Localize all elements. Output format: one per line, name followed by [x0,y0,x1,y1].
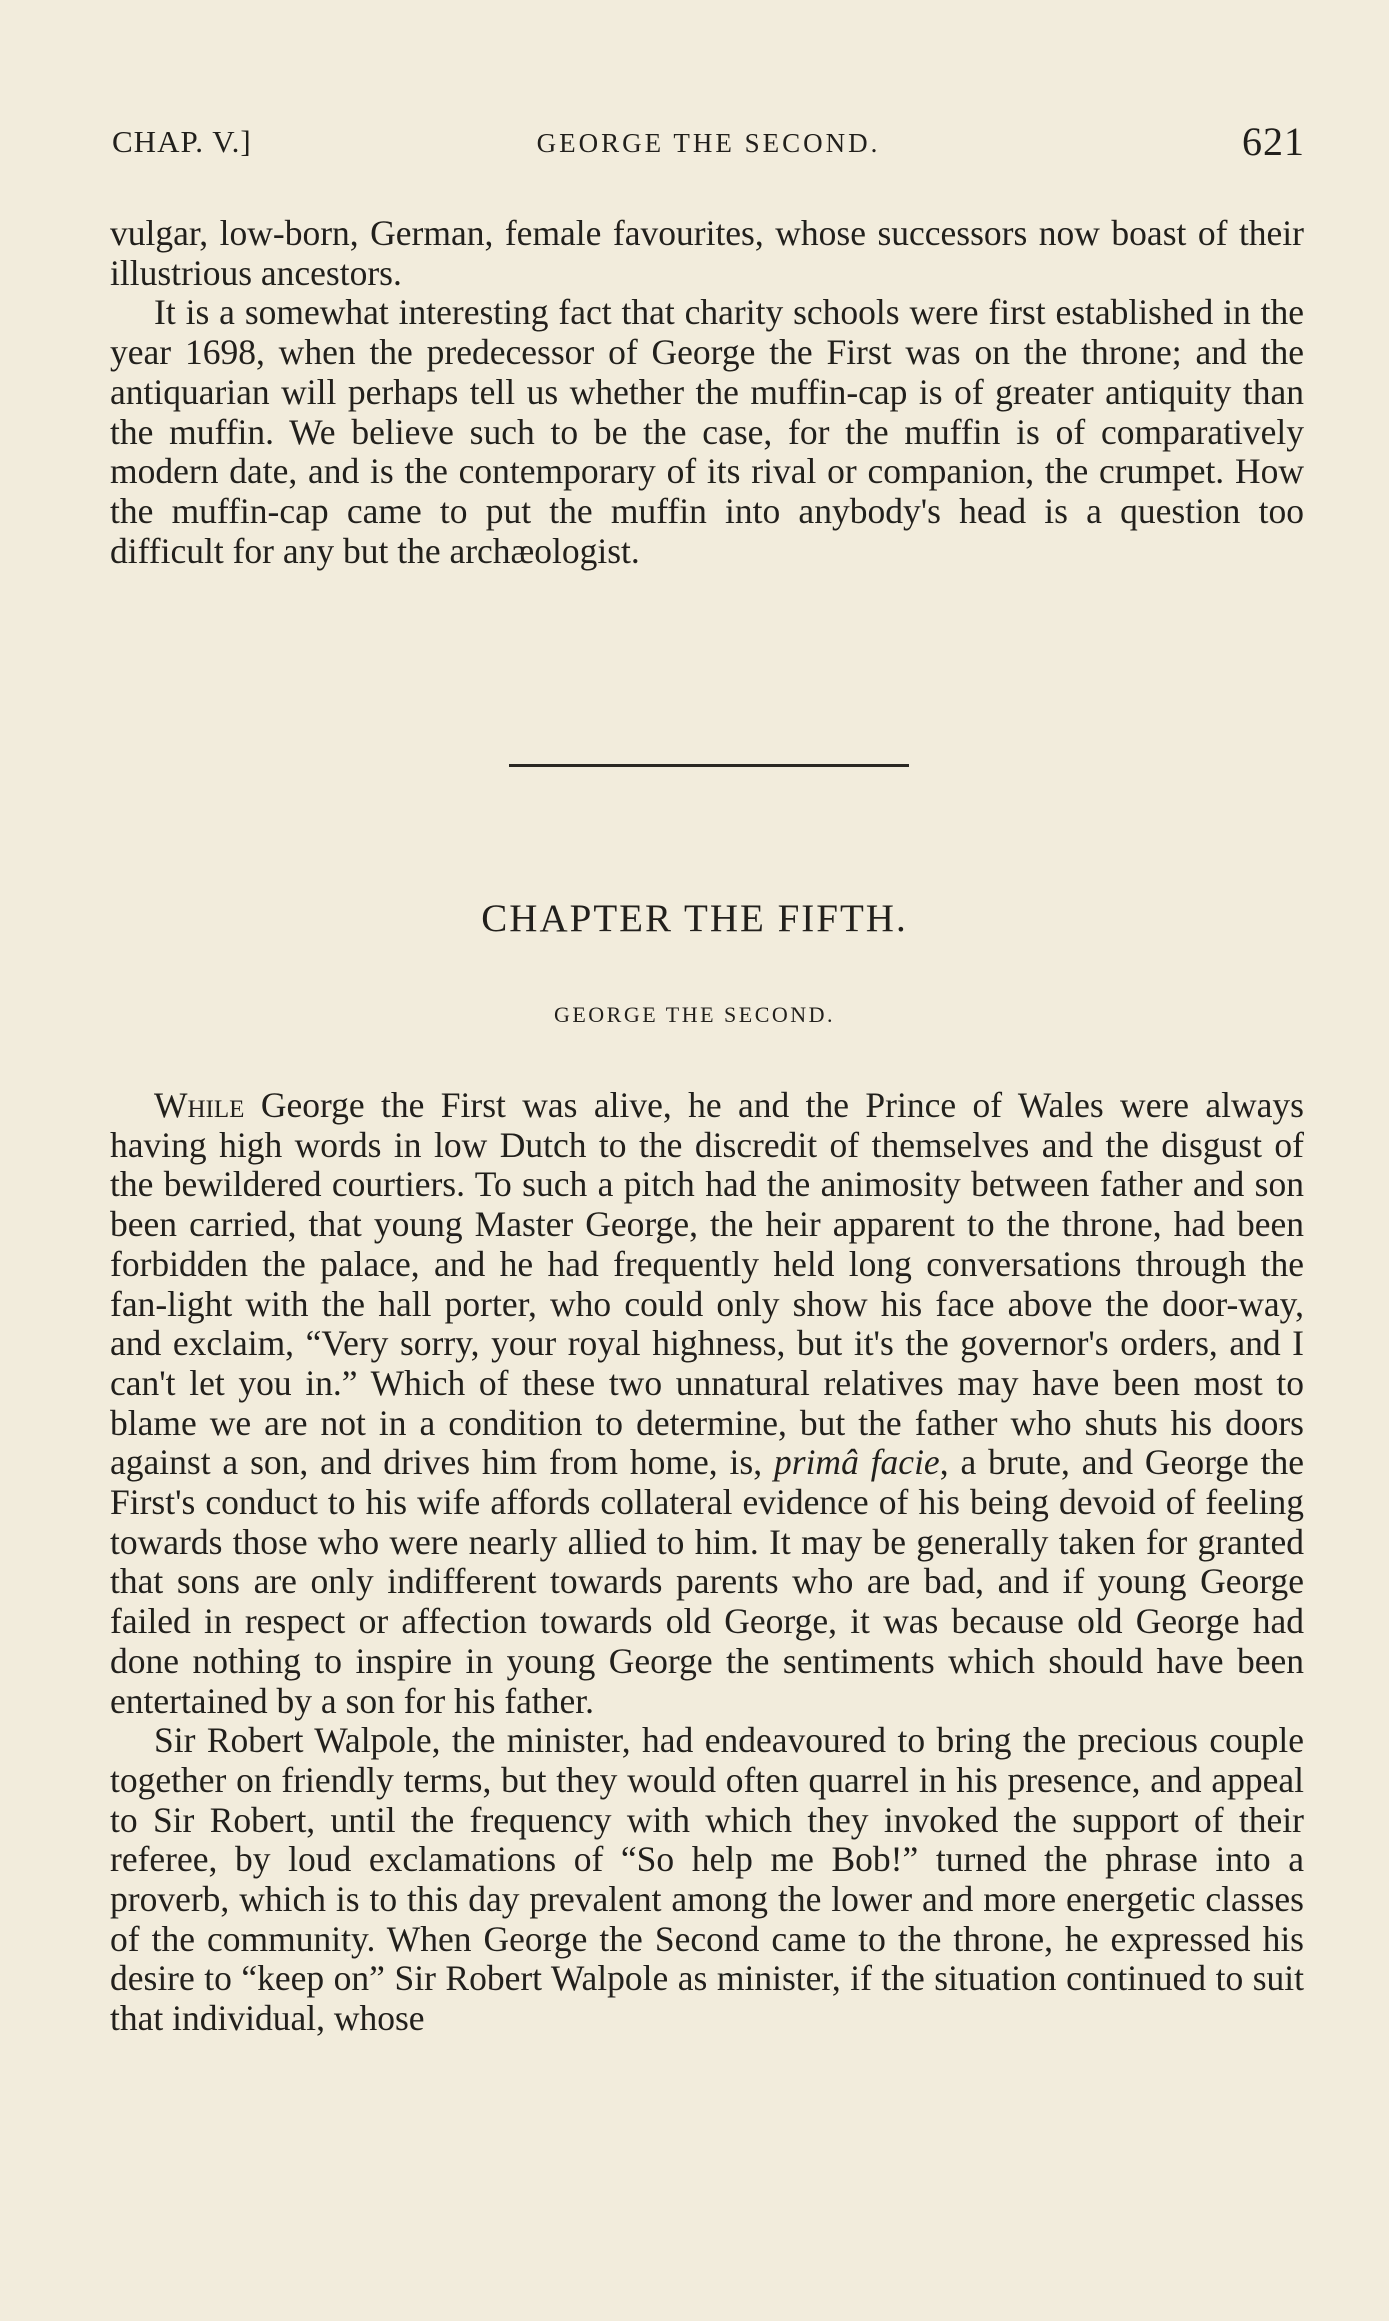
chapter-reference: CHAP. V.] [112,124,252,159]
paragraph: It is a somewhat interesting fact that charity schools were first established in the year 1698, when the predecessor of George the First was on the throne; and the antiquarian will perhaps tell us whether the muffin-cap is of greater antiquity than the muffin. We believe such to be the case, for the muffin is of comparatively modern date, and is the contemporary of its rival or companion, the crumpet. How the muffin-cap came to put the muffin into anybody's head is a question too difficult for any but the archæologist. [110,292,1304,571]
running-title: GEORGE THE SECOND. [536,128,881,158]
opening-word: While [154,1085,245,1125]
paragraph-text: George the First was alive, he and the Prince of Wales were always having high words in low Dutch to the discredit of themselves and the disgust of the bewildered courtiers. To such a pitch had the animosity between father and son been carried, that young Master George, the heir apparent to the throne, had been forbidden the palace, and he had frequently held long conversations through the fan-light with the hall porter, who could only show his face above the door-way, and exclaim, “Very sorry, your royal highness, but it's the governor's orders, and I can't let you in.” Which of these two unnatural relatives may have been most to blame we are not in a condition to determine, but the father who shuts his doors against a son, and drives him from home, is, [110,1085,1304,1483]
chapter-title: CHAPTER THE FIFTH. [481,897,908,940]
paragraph: Sir Robert Walpole, the minister, had endeavoured to bring the precious couple together on friendly terms, but they would often quarrel in his presence, and appeal to Sir Robert, until the frequency with which they invoked the support of their referee, by loud exclamations of “So help me Bob!” turned the phrase into a proverb, which is to this day prevalent among the lower and more energetic classes of the community. When George the Second came to the throne, he expressed his desire to “keep on” Sir Robert Walpole as minister, if the situation continued to suit that individual, whose [110,1720,1304,2039]
paragraph [110,1086,1304,1721]
page-number: 621 [1242,119,1305,164]
running-head [112,119,1305,174]
chapter-body [110,1086,1304,2039]
italic-phrase: primâ facie [774,1442,940,1483]
chapter-subtitle: GEORGE THE SECOND. [553,1002,836,1027]
previous-chapter-ending [110,214,1304,571]
paragraph-text: , a brute, and George the First's conduct to his wife affords collateral evidence of his being devoid of feeling towards those who were nearly allied to him. It may be generally taken for granted that sons are only indifferent towards parents who are bad, and if young George failed in respect or affection towards old George, it was because old George had done nothing to inspire in young George the sentiments which should have been entertained by a son for his father. [110,1442,1305,1721]
section-divider-rule [509,764,909,767]
paragraph: vulgar, low-born, German, female favourites, whose successors now boast of their illustrious ancestors. [110,213,1304,293]
